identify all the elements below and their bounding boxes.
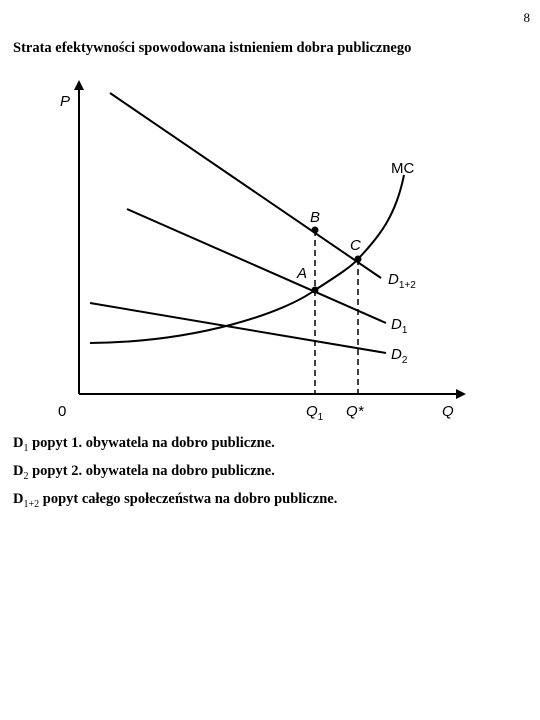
- page-title: Strata efektywności spowodowana istnieniem dobra publicznego: [13, 40, 412, 56]
- mc-label: MC: [391, 160, 415, 177]
- point-c-dot: [355, 256, 362, 263]
- y-axis-label: P: [60, 93, 71, 110]
- qstar-label: Q*: [346, 403, 364, 420]
- point-b-label: B: [310, 209, 321, 226]
- page-number: 8: [523, 10, 530, 25]
- x-axis-label: Q: [442, 403, 454, 420]
- d2-label: $D_2$: [391, 346, 408, 366]
- demand-curve-d1: [127, 209, 386, 323]
- d12-label: $D_{1+2}$: [388, 271, 416, 291]
- legend-item-d2: $D_2$ popyt 2. obywatela na dobro publiczne.: [13, 462, 275, 482]
- legend-item-d1: $D_1$ popyt 1. obywatela na dobro publiczne.: [13, 435, 275, 454]
- legend-item-d12: $D_{1+2}$ popyt całego społeczeństwa na dobro publiczne.: [13, 490, 338, 510]
- d1-label: $D_1$: [391, 316, 408, 336]
- q1-label: $Q_1$: [306, 403, 324, 423]
- point-c-label: C: [350, 237, 361, 254]
- point-b-dot: [312, 227, 319, 234]
- point-a-dot: [312, 287, 319, 294]
- demand-curve-d12: [110, 93, 381, 278]
- point-a-label: A: [297, 265, 308, 282]
- demand-curve-d2: [90, 303, 386, 353]
- legend: [13, 432, 337, 516]
- origin-label: 0: [58, 403, 67, 420]
